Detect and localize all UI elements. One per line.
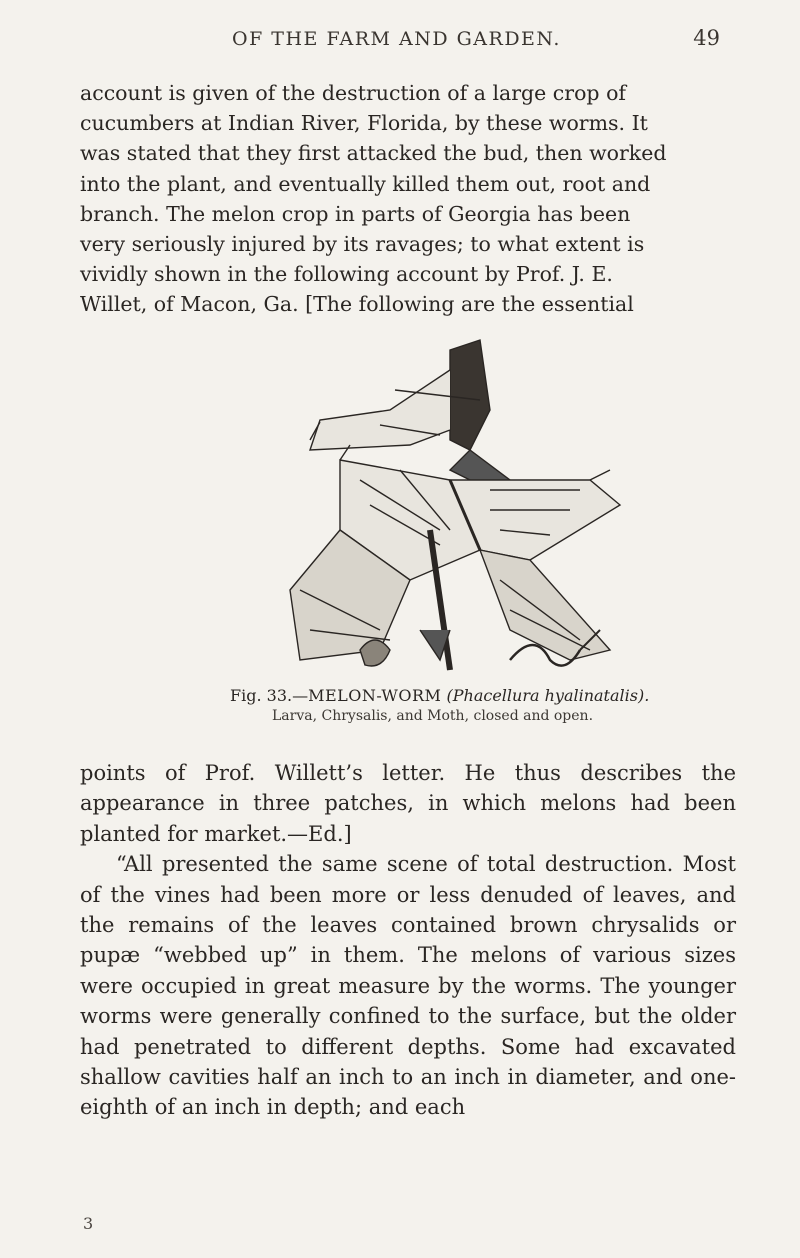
text-line: very seriously injured by its ravages; to what extent is	[80, 232, 645, 257]
figure-caption	[230, 686, 750, 705]
figure-number: Fig. 33.—	[230, 686, 309, 705]
running-title: OF THE FARM AND GARDEN.	[232, 28, 561, 50]
figure-title: MELON-WORM	[308, 686, 442, 705]
text-line: cucumbers at Indian River, Florida, by these worms. It	[80, 111, 648, 136]
text-line: account is given of the destruction of a large crop of	[80, 81, 627, 105]
text-line: was stated that they first attacked the bud, then worked	[80, 141, 667, 166]
moth-larva-engraving-icon	[150, 330, 670, 680]
text-line: vividly shown in the following account by Prof. J. E.	[80, 262, 613, 287]
text-line: Willet, of Macon, Ga. [The following are the essential	[80, 292, 634, 317]
figure-latin-name: (Phacellura hyalinatalis).	[446, 686, 650, 705]
paragraph: “All presented the same scene of total destruction. Most of the vines had been more or less denuded of leaves, and the remains of the leaves contained brown chrysalids or pupæ “webbed up” in them. The melons of various sizes were occupied in great measure by the worms. The younger worms were generally confined to the surface, but the older had penetrated to different depths. Some had excavated shallow cavities half an inch to an inch in diameter, and one-eighth of an inch in depth; and each	[80, 852, 736, 1120]
page-number: 49	[693, 26, 720, 50]
signature-mark: 3	[83, 1214, 94, 1233]
figure-subcaption: Larva, Chrysalis, and Moth, closed and open.	[272, 708, 594, 724]
paragraph: points of Prof. Willett’s letter. He thus describes the appearance in three patches, in which melons had been planted for market.—Ed.]	[80, 761, 736, 846]
text-line: branch. The melon crop in parts of Georgia has been	[80, 201, 631, 226]
body-text-bottom	[80, 758, 736, 1123]
text-line: into the plant, and eventually killed them out, root and	[80, 171, 651, 196]
body-text-top	[80, 78, 736, 320]
